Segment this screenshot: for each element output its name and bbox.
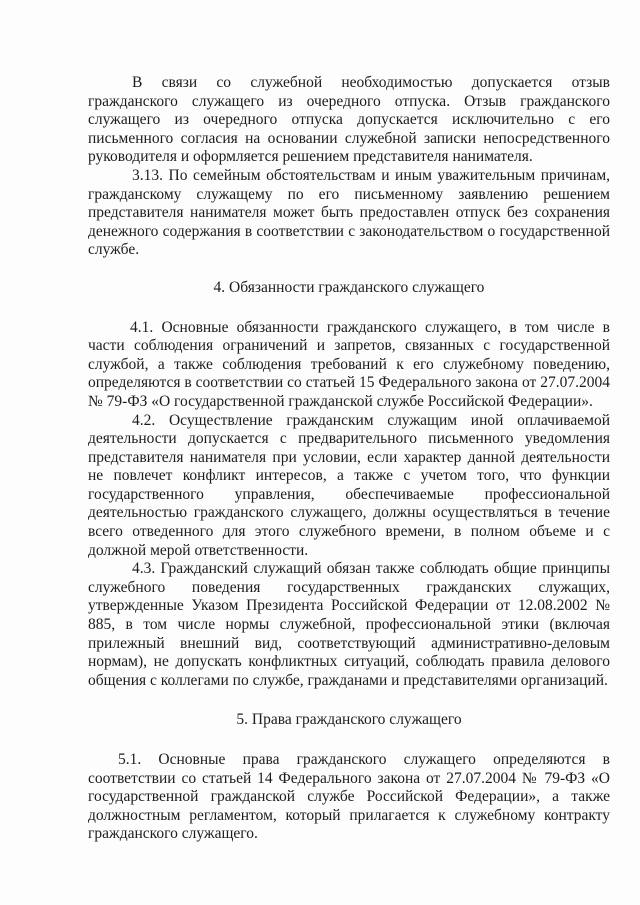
paragraph-5-1: 5.1. Основные права гражданского служащего определяются в соответствии со статьей 14 Федерального закона от 27.07.2004 № 79-ФЗ «О государственной гражданской службе Российской Федерации», а также должностным регламентом, который прилагается к служебному контракту гражданского служащего. xyxy=(88,751,610,843)
paragraph-3-13: 3.13. По семейным обстоятельствам и иным уважительным причинам, гражданскому служащему по его письменному заявлению решением представителя нанимателя может быть предоставлен отпуск без сохранения денежного содержания в соответствии с законодательством о государственной службе. xyxy=(88,166,610,259)
paragraph-4-1: 4.1. Основные обязанности гражданского служащего, в том числе в части соблюдения ограничений и запретов, связанных с государственной службой, а также соблюдения требований к его служебному поведению, определяются в соответствии со статьей 15 Федерального закона от 27.07.2004 № 79-ФЗ «О государственной гражданской службе Российской Федерации». xyxy=(88,318,610,410)
section-5-heading: 5. Права гражданского служащего xyxy=(236,711,462,729)
paragraph-4-3: 4.3. Гражданский служащий обязан также соблюдать общие принципы служебного поведения государственных гражданских служащих, утвержденные Указом Президента Российской Федерации от 12.08.2002 № 885, в том числе нормы служебной, профессиональной этики (включая прилежный внешний вид, соответствующий административно-деловым нормам), не допускать конфликтных ситуаций, соблюдать правила делового общения с коллегами по службе, гражданами и представителями организаций. xyxy=(88,560,610,689)
section-4-heading: 4. Обязанности гражданского служащего xyxy=(213,278,485,296)
paragraph-3-12-continued: В связи со служебной необходимостью допускается отзыв гражданского служащего из очередного отпуска. Отзыв гражданского служащего из очередного отпуска допускается исключительно с его письменного согласия на основании служебной записки непосредственного руководителя и оформляется решением представителя нанимателя. xyxy=(88,74,610,166)
paragraph-4-2: 4.2. Осуществление гражданским служащим иной оплачиваемой деятельности допускается с предварительного письменного уведомления представителя нанимателя при условии, если характер данной деятельности не повлечет конфликт интересов, а также с учетом того, что функции государственного управления, обеспечиваемые профессиональной деятельностью гражданского служащего, должны осуществляться в течение всего отведенного для этого служебного времени, в полном объеме и с должной мерой ответственности. xyxy=(88,411,610,559)
document-body xyxy=(88,74,610,844)
